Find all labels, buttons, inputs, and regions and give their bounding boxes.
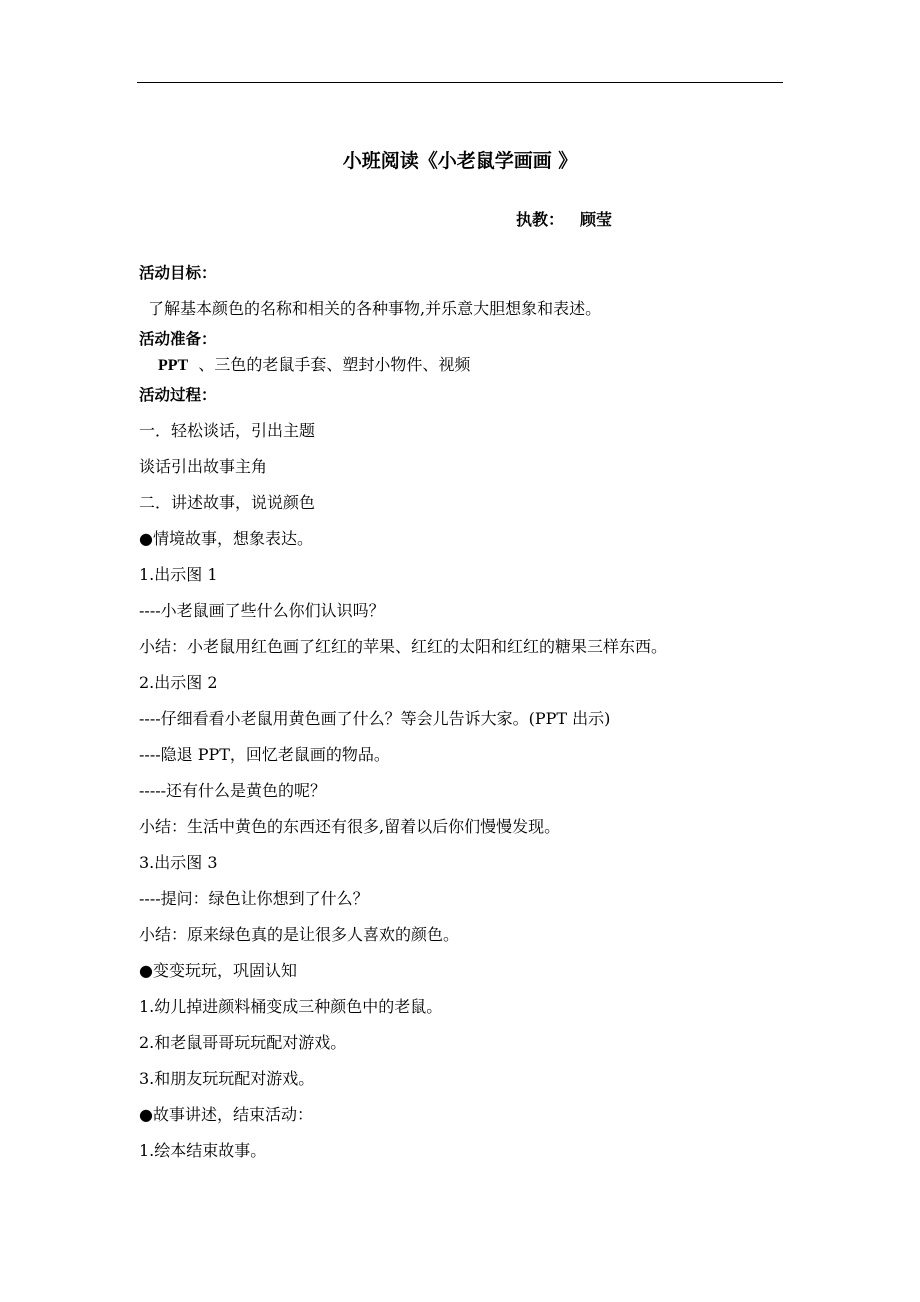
prep-heading: 活动准备： <box>139 330 217 348</box>
goal-heading: 活动目标： <box>139 264 217 282</box>
process-line: ●故事讲述，结束活动： <box>139 1105 313 1124</box>
process-line: ----小老鼠画了些什么你们认识吗？ <box>139 601 385 620</box>
process-line: ●情境故事，想象表达。 <box>139 529 313 548</box>
process-line: 谈话引出故事主角 <box>139 457 268 476</box>
document-title: 小班阅读《小老鼠学画画 》 <box>342 150 578 172</box>
process-line: ●变变玩玩，巩固认知 <box>139 961 297 980</box>
prep-ppt: PPT <box>158 357 189 374</box>
process-line: 小结：小老鼠用红色画了红红的苹果、红红的太阳和红红的糖果三样东西。 <box>139 637 668 656</box>
prep-line <box>158 352 470 379</box>
teacher-name: 顾莹 <box>580 210 613 229</box>
process-line: 3.出示图 3 <box>139 853 218 872</box>
process-line: ----提问：绿色让你想到了什么？ <box>139 889 369 908</box>
process-line: 二．讲述故事，说说颜色 <box>139 493 316 512</box>
process-line: 1.绘本结束故事。 <box>139 1141 267 1160</box>
process-line: 2.和老鼠哥哥玩玩配对游戏。 <box>139 1033 347 1052</box>
process-line: 3.和朋友玩玩配对游戏。 <box>139 1069 315 1088</box>
process-line: 1.出示图 1 <box>139 565 218 584</box>
header-rule <box>137 82 783 83</box>
process-line: -----还有什么是黄色的呢？ <box>139 781 327 800</box>
process-heading: 活动过程： <box>139 386 217 404</box>
goal-text: 了解基本颜色的名称和相关的各种事物,并乐意大胆想象和表述。 <box>148 299 602 318</box>
process-line: 小结：生活中黄色的东西还有很多,留着以后你们慢慢发现。 <box>139 817 561 836</box>
prep-text: 、三色的老鼠手套、塑封小物件、视频 <box>198 355 471 374</box>
process-line: 2.出示图 2 <box>139 673 218 692</box>
process-line: ----仔细看看小老鼠用黄色画了什么？等会儿告诉大家。(PPT 出示) <box>139 709 611 728</box>
teacher-label: 执教： <box>516 210 565 229</box>
process-line: 1.幼儿掉进颜料桶变成三种颜色中的老鼠。 <box>139 997 443 1016</box>
process-line: ----隐退 PPT，回忆老鼠画的物品。 <box>139 745 390 764</box>
process-line: 小结：原来绿色真的是让很多人喜欢的颜色。 <box>139 925 460 944</box>
teacher-line <box>516 206 612 234</box>
process-line: 一．轻松谈话，引出主题 <box>139 421 316 440</box>
